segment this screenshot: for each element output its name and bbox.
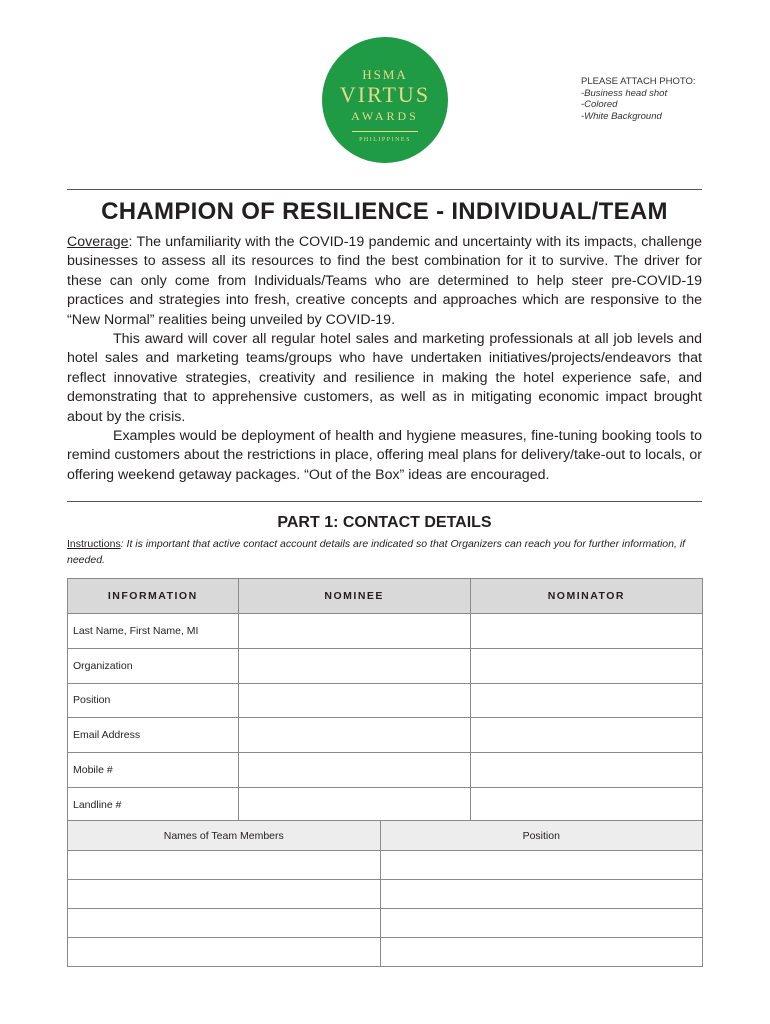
- table-row: [68, 753, 703, 788]
- table-header-row: [68, 821, 703, 851]
- team-member-position-field[interactable]: [380, 909, 703, 938]
- instructions: [67, 537, 705, 568]
- row-label: Organization: [68, 648, 239, 683]
- coverage-paragraph-2: This award will cover all regular hotel sales and marketing professionals at all job levels and hotel sales and marketing teams/groups who have undertaken initiatives/projects/endeavors that reflect innovative strategies, creativity and resilience in making the hotel experience safe, and demonstrating that to apprehensive customers, as well as in mitigating economic impact brought about by the crisis.: [67, 331, 702, 425]
- team-member-position-field[interactable]: [380, 851, 703, 880]
- nominee-name-field[interactable]: [238, 614, 470, 649]
- photo-note-heading: PLEASE ATTACH PHOTO:: [581, 76, 696, 87]
- header-nominee: NOMINEE: [238, 579, 470, 614]
- nominee-position-field[interactable]: [238, 683, 470, 718]
- nominator-position-field[interactable]: [470, 683, 702, 718]
- header-team-member-names: Names of Team Members: [68, 821, 381, 851]
- section-divider: [67, 501, 702, 502]
- photo-note-item: -Business head shot: [581, 87, 668, 99]
- header-team-member-position: Position: [380, 821, 703, 851]
- photo-note: [581, 76, 696, 122]
- team-members-table: [67, 820, 703, 967]
- row-label: Last Name, First Name, MI: [68, 614, 239, 649]
- nominee-organization-field[interactable]: [238, 648, 470, 683]
- team-member-name-field[interactable]: [68, 880, 381, 909]
- coverage-paragraph-1: [67, 233, 702, 330]
- team-member-name-field[interactable]: [68, 909, 381, 938]
- nominator-email-field[interactable]: [470, 718, 702, 753]
- nominee-landline-field[interactable]: [238, 787, 470, 822]
- table-row: [68, 880, 703, 909]
- table-row: [68, 683, 703, 718]
- table-row: [68, 938, 703, 967]
- team-member-name-field[interactable]: [68, 851, 381, 880]
- instructions-label: Instructions: [67, 538, 121, 550]
- table-row: [68, 718, 703, 753]
- logo-line-hsma: HSMA: [362, 67, 408, 82]
- photo-note-item: -Colored: [581, 99, 618, 110]
- header-nominator: NOMINATOR: [470, 579, 702, 614]
- part1-title: PART 1: CONTACT DETAILS: [277, 514, 492, 531]
- nominator-mobile-field[interactable]: [470, 753, 702, 788]
- logo-line-virtus: VIRTUS: [339, 82, 431, 107]
- coverage-paragraph-3: Examples would be deployment of health and hygiene measures, fine-tuning booking tools to remind customers about the restrictions in place, offering meal plans for delivery/take-out to locals, or offering weekend getaway packages. “Out of the Box” ideas are encouraged.: [67, 428, 702, 483]
- row-label: Position: [68, 683, 239, 718]
- coverage-text: : The unfamiliarity with the COVID-19 pandemic and uncertainty with its impacts, challenge businesses to assess all its resources to find the best combination for it to survive. The driver for these can only come from Individuals/Teams who are determined to help steer pre-COVID-19 practices and strategies into fresh, creative concepts and approaches which are responsive to the “New Normal” realities being unveiled by COVID-19.: [67, 234, 702, 328]
- team-member-name-field[interactable]: [68, 938, 381, 967]
- nominator-name-field[interactable]: [470, 614, 702, 649]
- top-divider: [67, 189, 702, 190]
- team-member-position-field[interactable]: [380, 938, 703, 967]
- table-row: [68, 787, 703, 822]
- nominee-mobile-field[interactable]: [238, 753, 470, 788]
- nominee-email-field[interactable]: [238, 718, 470, 753]
- nominator-organization-field[interactable]: [470, 648, 702, 683]
- instructions-text: : It is important that active contact account details are indicated so that Organizers can reach you for further information, if needed.: [67, 538, 686, 566]
- table-row: [68, 648, 703, 683]
- logo-divider: [352, 131, 418, 132]
- table-row: [68, 851, 703, 880]
- logo-line-awards: AWARDS: [351, 109, 419, 123]
- row-label: Mobile #: [68, 753, 239, 788]
- header-information: INFORMATION: [68, 579, 239, 614]
- contact-details-table: [67, 578, 703, 823]
- coverage-label: Coverage: [67, 234, 129, 250]
- table-row: [68, 909, 703, 938]
- row-label: Landline #: [68, 787, 239, 822]
- table-row: [68, 614, 703, 649]
- hsma-virtus-awards-logo: [322, 37, 448, 163]
- photo-note-item: -White Background: [581, 110, 662, 122]
- nominator-landline-field[interactable]: [470, 787, 702, 822]
- team-member-position-field[interactable]: [380, 880, 703, 909]
- row-label: Email Address: [68, 718, 239, 753]
- coverage-section: [67, 233, 702, 485]
- page-title: CHAMPION OF RESILIENCE - INDIVIDUAL/TEAM: [101, 198, 668, 225]
- table-header-row: [68, 579, 703, 614]
- logo-line-philippines: PHILIPPINES: [359, 137, 411, 143]
